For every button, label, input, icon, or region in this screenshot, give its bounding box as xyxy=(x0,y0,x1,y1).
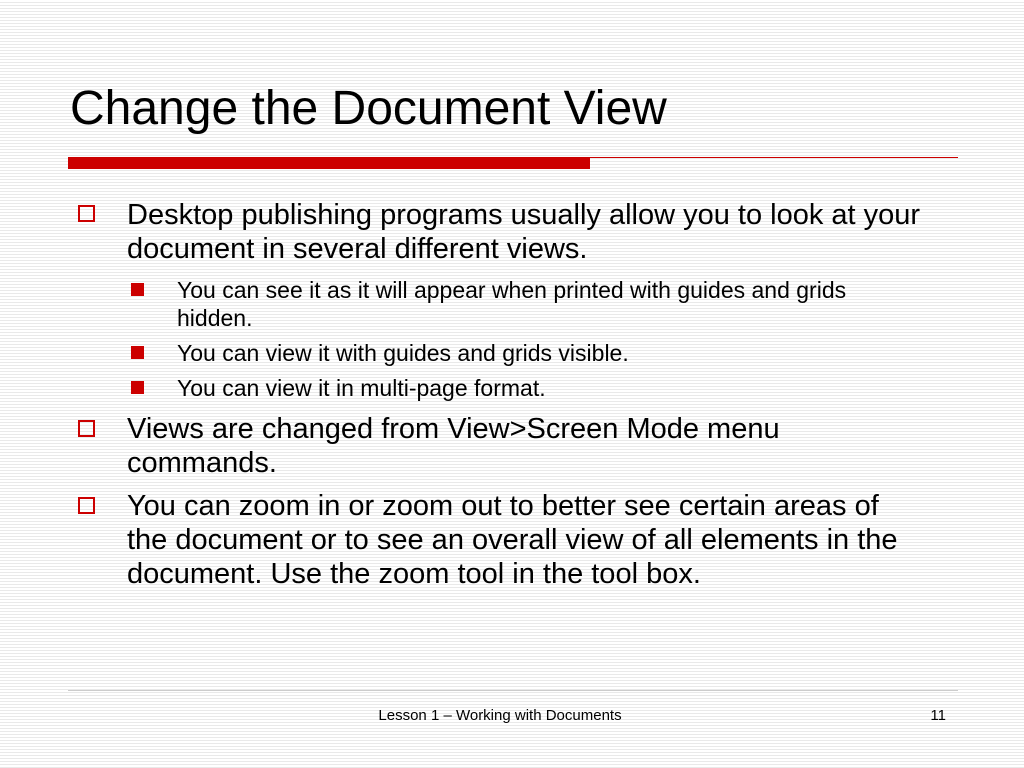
filled-square-bullet-icon xyxy=(131,346,144,359)
sub-bullet-text: You can view it in multi-page format. xyxy=(177,375,546,401)
hollow-square-bullet-icon xyxy=(78,205,95,222)
footer-divider xyxy=(68,690,958,691)
bullet-text: Views are changed from View>Screen Mode menu commands. xyxy=(127,413,780,479)
slide-title: Change the Document View xyxy=(70,82,667,135)
filled-square-bullet-icon xyxy=(131,381,144,394)
filled-square-bullet-icon xyxy=(131,283,144,296)
bullet-text: Desktop publishing programs usually allow you to look at your document in several different views. xyxy=(127,199,921,265)
page-number: 11 xyxy=(930,707,946,724)
bullet-text: You can zoom in or zoom out to better see certain areas of the document or to see an overall view of all elements in the document. Use the zoom tool in the tool box. xyxy=(127,490,898,590)
sub-bullet-text: You can view it with guides and grids visible. xyxy=(177,340,629,366)
sub-bullet-text: You can see it as it will appear when printed with guides and grids hidden. xyxy=(177,277,847,331)
footer-text: Lesson 1 – Working with Documents xyxy=(378,707,622,724)
hollow-square-bullet-icon xyxy=(78,420,95,437)
hollow-square-bullet-icon xyxy=(78,497,95,514)
